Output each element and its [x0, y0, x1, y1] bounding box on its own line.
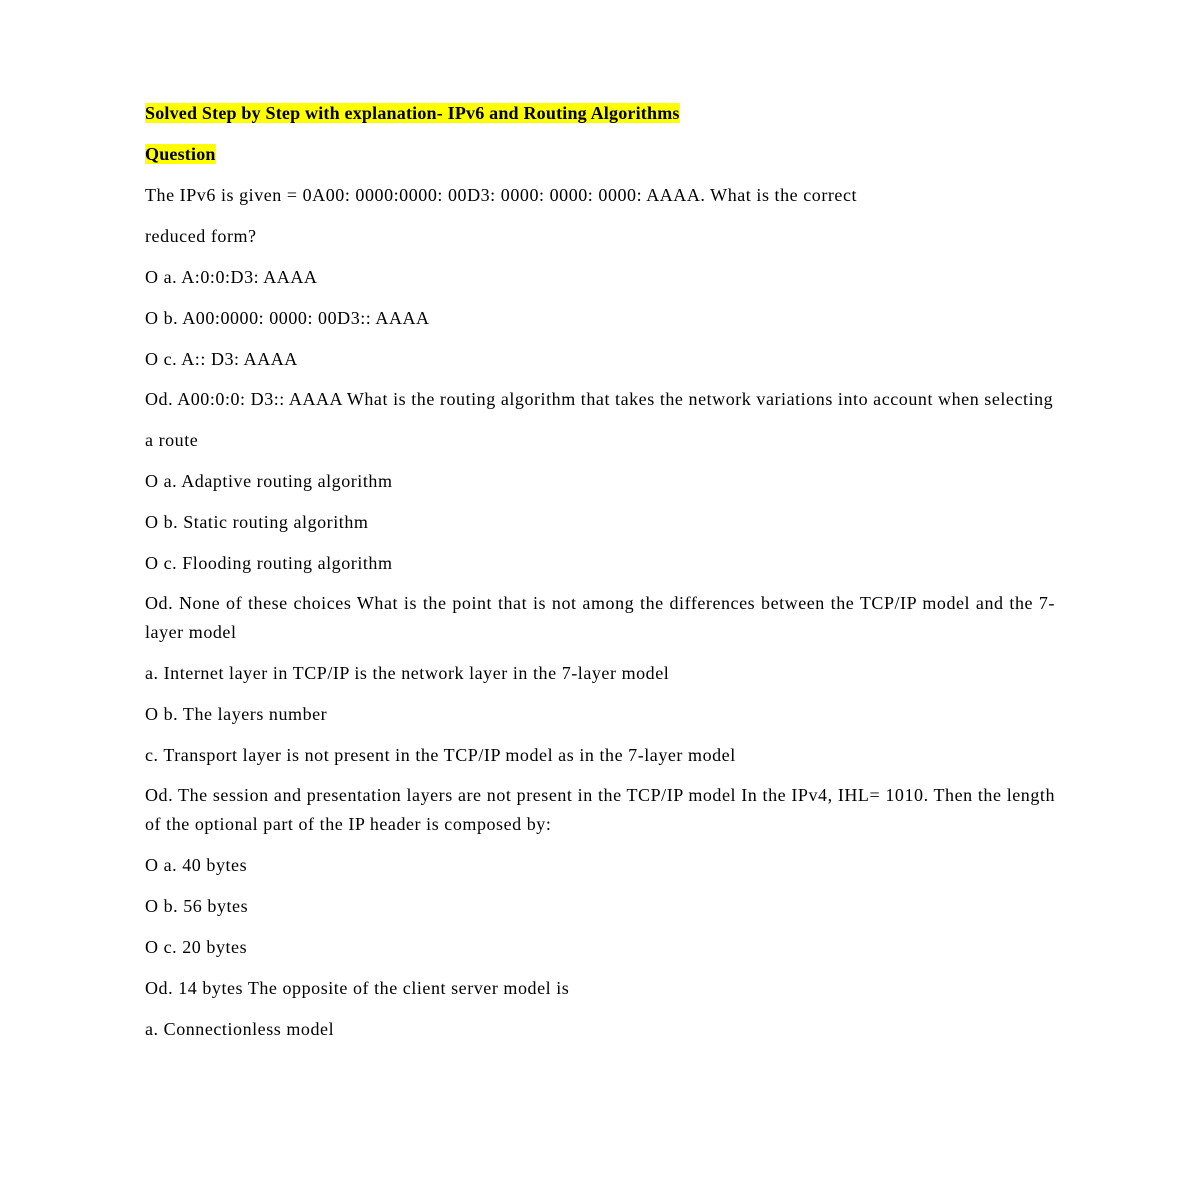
- q4-option-b: O b. 56 bytes: [145, 896, 249, 916]
- q3-option-b: O b. The layers number: [145, 704, 328, 724]
- q1-option-a: O a. A:0:0:D3: AAAA: [145, 267, 318, 287]
- q3-option-a: a. Internet layer in TCP/IP is the network layer in the 7-layer model: [145, 663, 670, 683]
- q2-option-d-q3-text: Od. None of these choices What is the point that is not among the differences between the TCP/IP model and the 7- layer model: [145, 593, 1055, 642]
- q3-option-d-q4-text: Od. The session and presentation layers are not present in the TCP/IP model In the IPv4, IHL= 1010. Then the length of the optional part of the IP header is composed by:: [145, 785, 1055, 834]
- q4-option-d-q5-text: Od. 14 bytes The opposite of the client server model is: [145, 978, 570, 998]
- q1-option-c: O c. A:: D3: AAAA: [145, 349, 298, 369]
- title-highlight: Solved Step by Step with explanation- IPv6 and Routing Algorithms: [145, 103, 680, 123]
- q1-option-d-q2-text: Od. A00:0:0: D3:: AAAA What is the routing algorithm that takes the network variations into account when selecting: [145, 389, 1054, 409]
- question-highlight: Question: [145, 144, 216, 164]
- q2-option-a: O a. Adaptive routing algorithm: [145, 471, 393, 491]
- q3-option-c: c. Transport layer is not present in the TCP/IP model as in the 7-layer model: [145, 745, 736, 765]
- document-page: [145, 98, 1055, 1044]
- q1-option-b: O b. A00:0000: 0000: 00D3:: AAAA: [145, 308, 430, 328]
- document-title: [145, 98, 1055, 128]
- question-heading: [145, 139, 1055, 169]
- q4-option-a: O a. 40 bytes: [145, 855, 248, 875]
- q5-option-a: a. Connectionless model: [145, 1019, 335, 1039]
- question-1-text-cont: reduced form?: [145, 226, 257, 246]
- question-2-text-cont: a route: [145, 430, 199, 450]
- q2-option-b: O b. Static routing algorithm: [145, 512, 369, 532]
- question-1-text: The IPv6 is given = 0A00: 0000:0000: 00D3: 0000: 0000: 0000: AAAA. What is the correct: [145, 185, 858, 205]
- q2-option-c: O c. Flooding routing algorithm: [145, 553, 393, 573]
- q4-option-c: O c. 20 bytes: [145, 937, 248, 957]
